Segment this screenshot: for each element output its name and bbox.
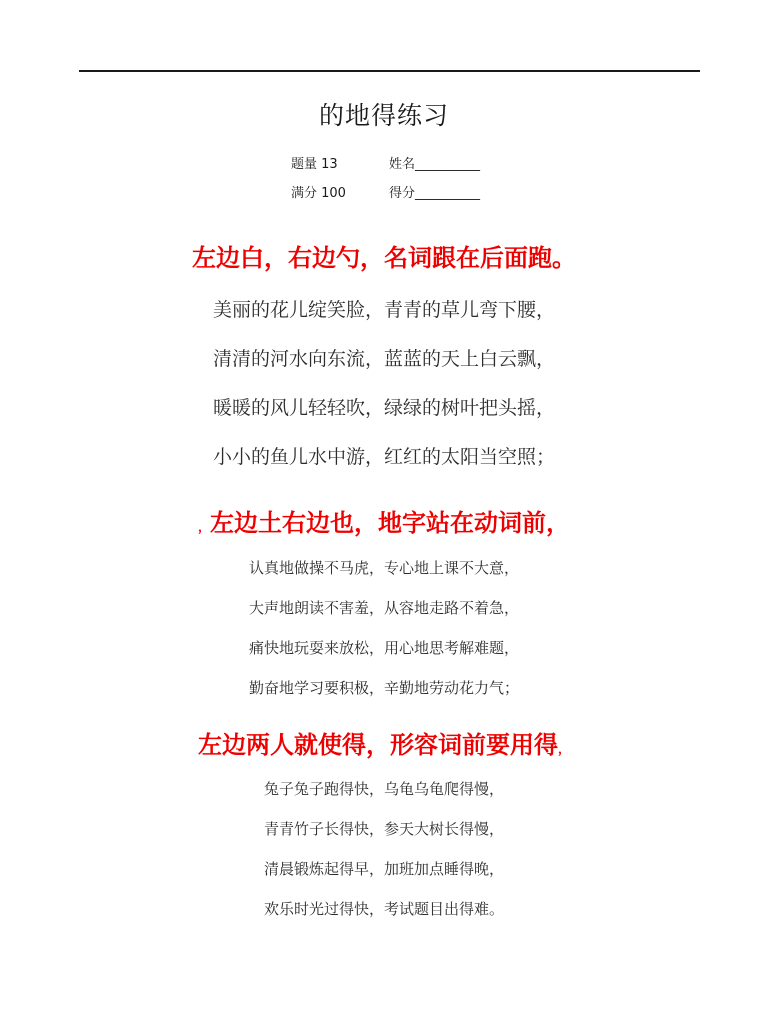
verse-line: 清晨锻炼起得早，加班加点睡得晚， — [263, 860, 504, 878]
verse-line: 痛快地玩耍来放松，用心地思考解难题， — [248, 639, 519, 657]
name-field[interactable]: 姓名__________ — [389, 157, 481, 172]
verse-line: 美丽的花儿绽笑脸，青青的草儿弯下腰， — [212, 299, 555, 321]
rule-heading-dei — [0, 725, 768, 760]
verse-line: 清清的河水向东流，蓝蓝的天上白云飘， — [212, 348, 555, 370]
rule-text: 左边土右边也，地字站在动词前， — [210, 509, 570, 537]
rule-suffix-mark: ， — [557, 742, 570, 756]
verse-line: 勤奋地学习要积极，辛勤地劳动花力气； — [248, 679, 519, 697]
verse-line: 暖暖的风儿轻轻吹，绿绿的树叶把头摇， — [212, 397, 555, 419]
rule-prefix-mark: ， — [197, 520, 210, 534]
page-title: 的地得练习 — [318, 101, 449, 130]
question-count: 题量 13 — [291, 157, 338, 172]
verse-line: 认真地做操不马虎，专心地上课不大意， — [248, 559, 519, 577]
top-divider — [79, 70, 700, 72]
full-score: 满分 100 — [291, 186, 346, 201]
rule-text: 左边白，右边勺，名词跟在后面跑。 — [192, 244, 576, 272]
verse-line: 兔子兔子跑得快，乌龟乌龟爬得慢， — [263, 780, 504, 798]
verse-line: 欢乐时光过得快，考试题目出得难。 — [263, 900, 504, 918]
rule-heading-di — [0, 503, 768, 538]
verse-line: 小小的鱼儿水中游，红红的太阳当空照； — [212, 446, 555, 468]
verse-line: 大声地朗读不害羞，从容地走路不着急， — [248, 599, 519, 617]
rule-heading-de — [0, 238, 768, 273]
verse-line: 青青竹子长得快，参天大树长得慢， — [263, 820, 504, 838]
rule-text: 左边两人就使得，形容词前要用得 — [197, 731, 558, 759]
score-field[interactable]: 得分__________ — [389, 186, 481, 201]
